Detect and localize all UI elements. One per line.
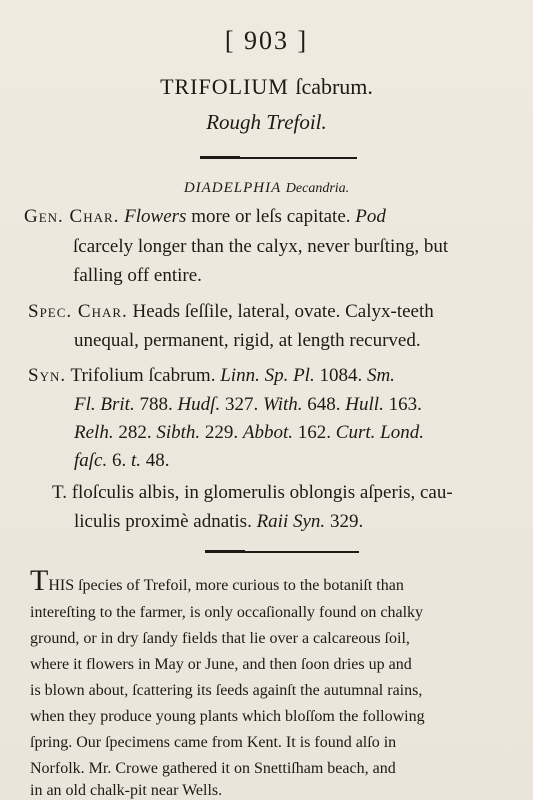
gen-char-text: Flowers [124, 206, 187, 227]
syn-ref: faſc. [74, 450, 108, 471]
body-line: when they produce young plants which bloſſom the following [30, 708, 425, 725]
syn-text: 282. [113, 422, 157, 443]
body-line: ground, or in dry ſandy fields that lie over a calcareous ſoil, [30, 630, 410, 647]
body-line: where it flowers in May or June, and then ſoon dries up and [30, 656, 412, 673]
spec-char-line-1 [28, 301, 434, 323]
drop-cap: T [30, 564, 49, 597]
syn-line-4 [74, 450, 170, 472]
gen-char-line-3: falling off entire. [73, 265, 202, 286]
spec-char-label: Spec. Char. [28, 301, 128, 322]
syn-ref: Sm. [366, 365, 395, 386]
body-line: intereſting to the farmer, is only occaſionally found on chalky [30, 604, 424, 621]
ray-ref: Raii Syn. [256, 511, 326, 532]
divider-rule [200, 157, 357, 159]
ray-text: liculis proximè adnatis. [74, 511, 257, 532]
syn-line-2 [74, 394, 422, 416]
syn-ref: Curt. Lond. [335, 422, 424, 443]
ray-line-1: T. floſculis albis, in glomerulis oblongis aſperis, cau- [52, 482, 453, 503]
syn-text: 229. [200, 422, 243, 443]
species-epithet: ſcabrum. [295, 74, 373, 99]
syn-ref: t. [131, 450, 142, 471]
gen-char-text: more or leſs capitate. [186, 206, 356, 227]
syn-ref: Relh. [74, 422, 114, 443]
syn-ref: Hudſ. [177, 394, 221, 415]
ray-line-2 [74, 511, 363, 533]
syn-ref: Hull. [345, 394, 384, 415]
plate-number: [ 903 ] [224, 26, 309, 55]
body-text: HIS ſpecies of Trefoil, more curious to the botaniſt than [48, 577, 404, 594]
syn-line-3 [74, 422, 424, 444]
gen-char-text: Pod [355, 206, 386, 227]
syn-text: 648. [302, 394, 346, 415]
syn-ref: Abbot. [242, 422, 294, 443]
spec-char-text: Heads ſeſſile, lateral, ovate. Calyx-teeth [127, 301, 434, 322]
gen-char-line-2: ſcarcely longer than the calyx, never burſting, but [73, 236, 449, 257]
body-line: Norfolk. Mr. Crowe gathered it on Snettiſham beach, and [30, 760, 396, 777]
linnaean-classification [0, 180, 533, 197]
divider-rule [205, 551, 359, 553]
syn-ref: Linn. Sp. Pl. [220, 365, 315, 386]
species-title [0, 74, 533, 100]
spec-char-line-2: unequal, permanent, rigid, at length recurved. [74, 330, 421, 351]
ray-text: 329. [325, 511, 364, 532]
syn-ref: Sibth. [156, 422, 201, 443]
gen-char-label: Gen. Char. [24, 206, 120, 227]
syn-text: 48. [141, 450, 170, 471]
common-name: Rough Trefoil. [206, 110, 327, 134]
class-name: DIADELPHIA [183, 180, 282, 196]
body-line: is blown about, ſcattering its ſeeds againſt the autumnal rains, [30, 682, 423, 699]
syn-ref: With. [262, 394, 303, 415]
body-line [30, 566, 404, 596]
syn-text: 788. [134, 394, 178, 415]
gen-char-line-1 [24, 206, 386, 228]
syn-text: 1084. [314, 365, 367, 386]
body-line: ſpring. Our ſpecimens came from Kent. It is found alſo in [30, 734, 397, 751]
syn-label: Syn. [28, 365, 67, 386]
syn-ref: Fl. Brit. [74, 394, 135, 415]
genus-name: TRIFOLIUM [160, 74, 289, 99]
syn-text: 327. [220, 394, 263, 415]
syn-line-1 [28, 365, 395, 387]
syn-text: 163. [383, 394, 422, 415]
syn-text: 162. [293, 422, 336, 443]
order-name: Decandria. [285, 181, 350, 196]
syn-text: Trifolium ſcabrum. [66, 365, 221, 386]
body-line: in an old chalk-pit near Wells. [30, 782, 223, 799]
syn-text: 6. [107, 450, 131, 471]
